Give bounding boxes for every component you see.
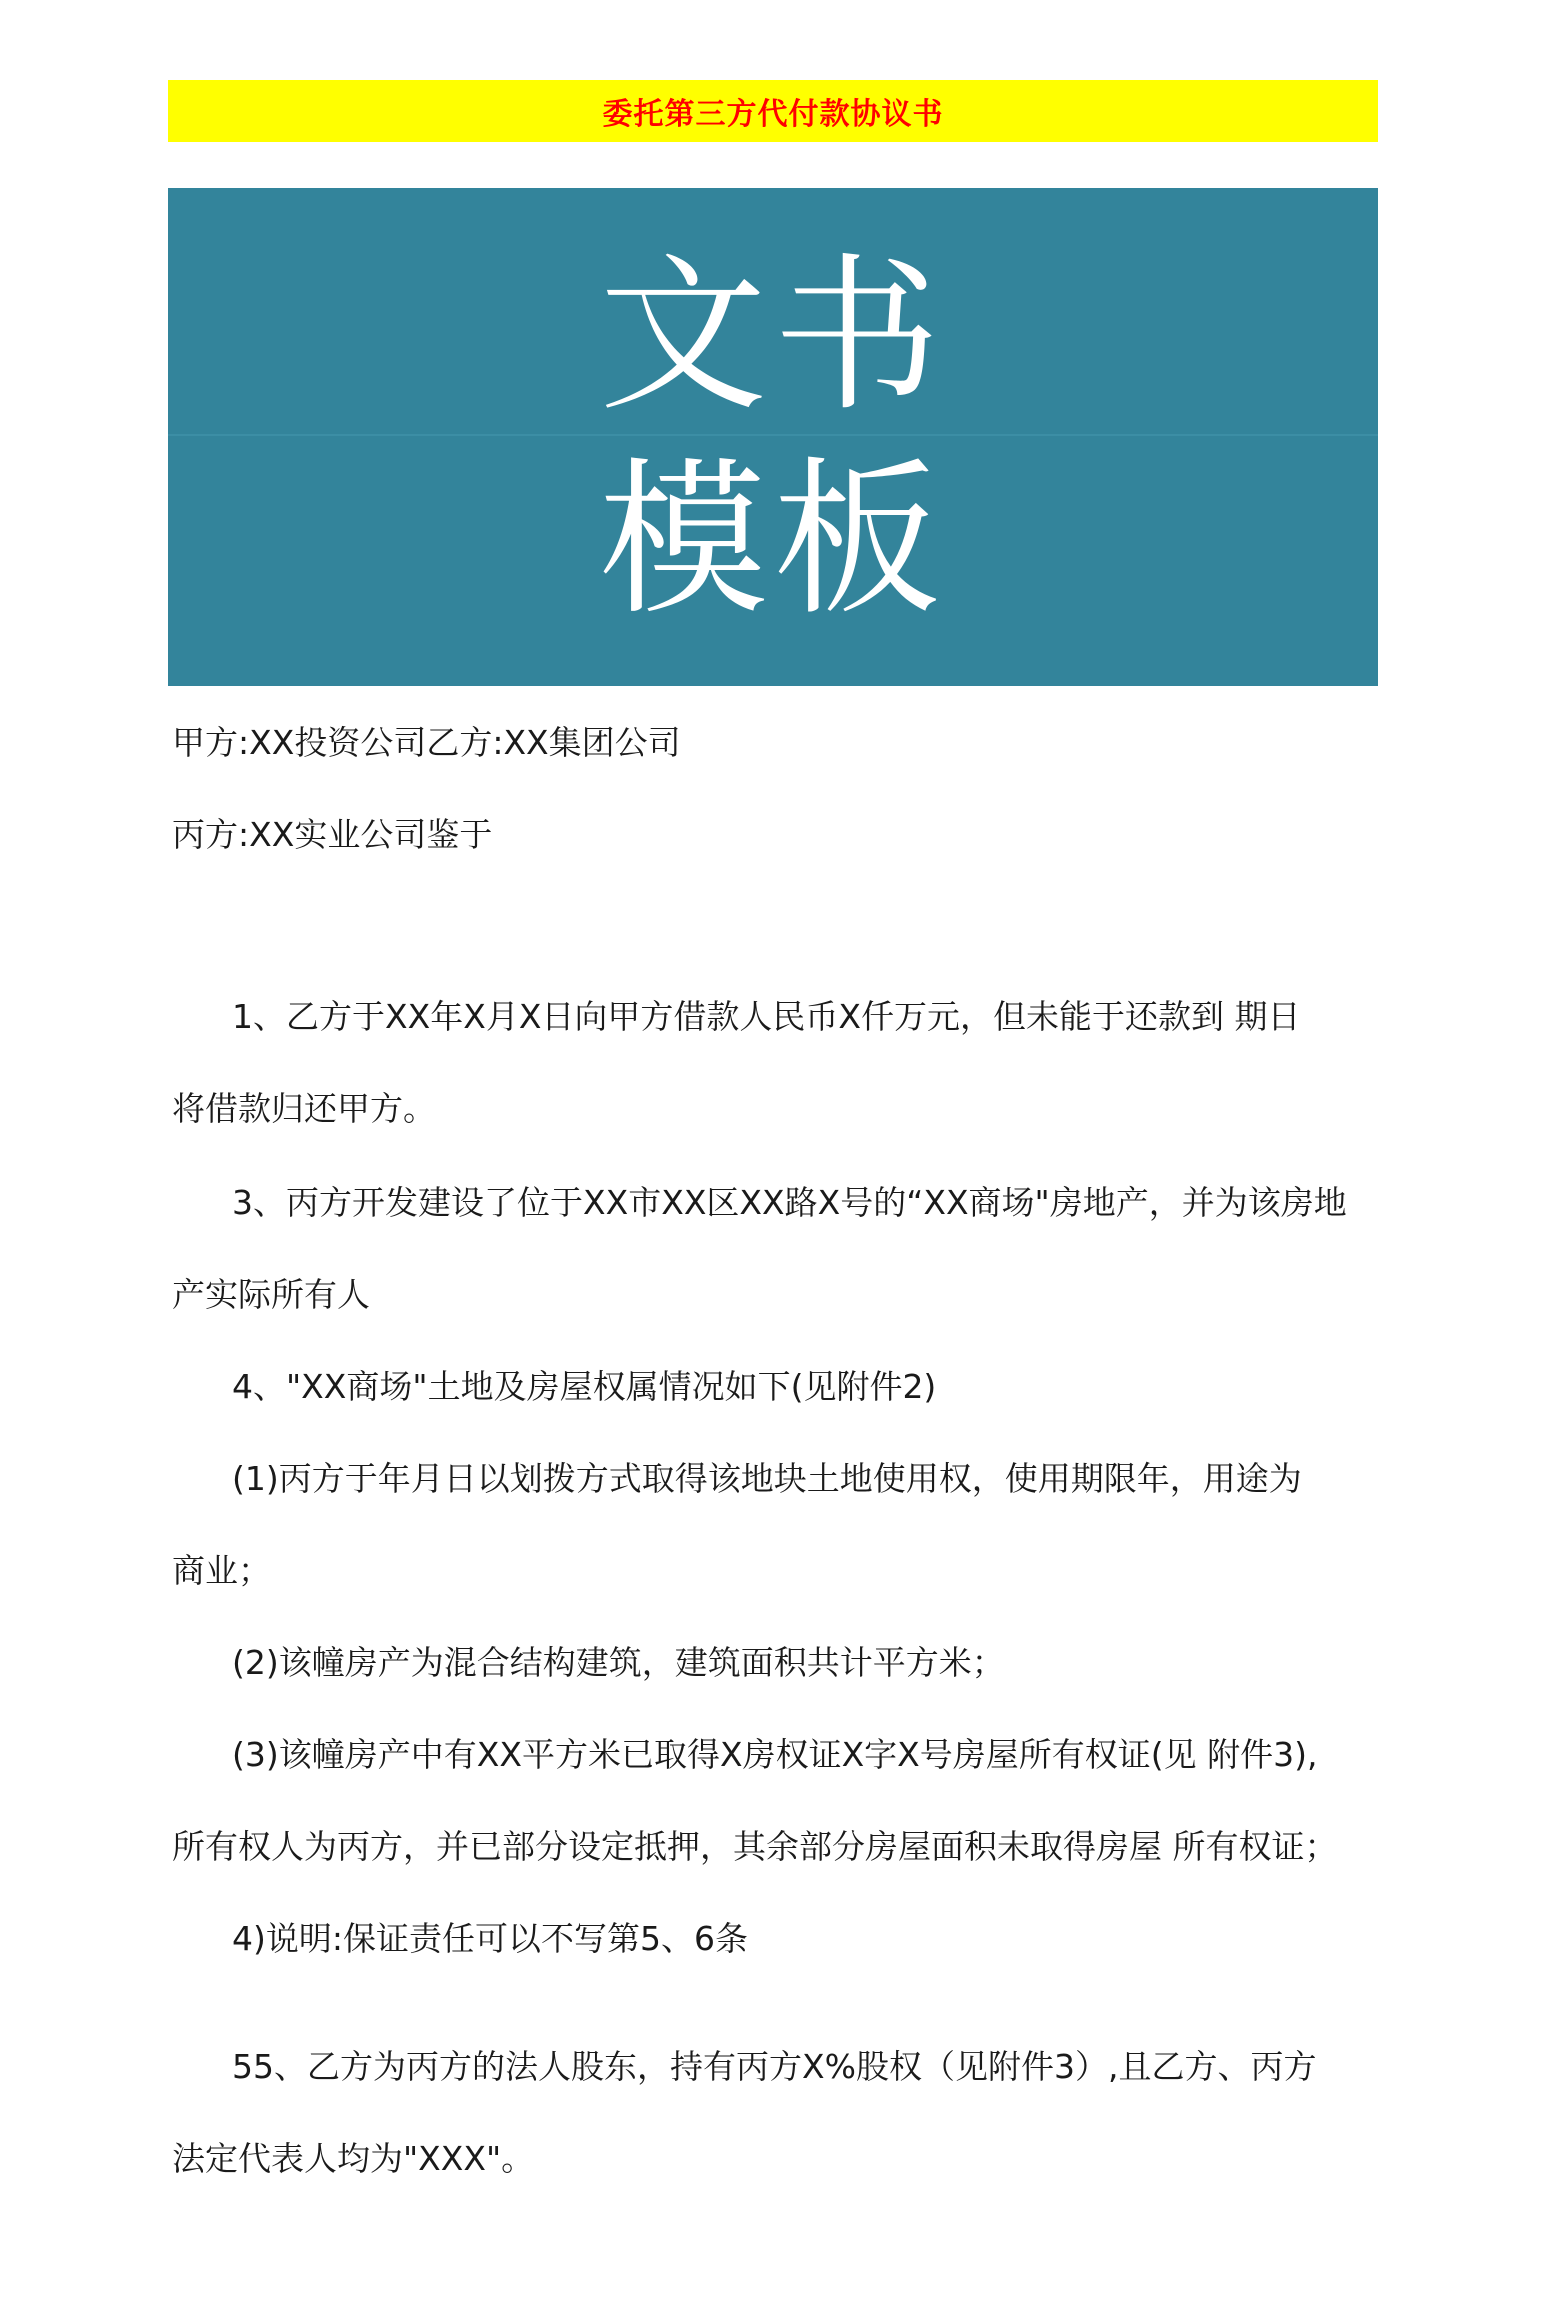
clause-4-4: 4)说明:保证责任可以不写第5、6条 [232,1919,748,1958]
clause-4: 4、"XX商场"土地及房屋权属情况如下(见附件2) [232,1367,937,1406]
clause-3-line-1: 3、丙方开发建设了位于XX市XX区XX路X号的“XX商场"房地产，并为该房地 [232,1183,1347,1222]
template-banner [168,188,1378,686]
clause-4-1-line-1: (1)丙方于年月日以划拨方式取得该地块土地使用权，使用期限年，用途为 [232,1459,1302,1498]
clause-1-line-1: 1、乙方于XX年X月X日向甲方借款人民币X仟万元，但未能于还款到 期日 [232,997,1301,1036]
clause-4-3-line-2: 所有权人为丙方，并已部分设定抵押，其余部分房屋面积未取得房屋 所有权证； [172,1827,1338,1866]
document-title: 委托第三方代付款协议书 [602,97,944,132]
clause-1-line-2: 将借款归还甲方。 [172,1089,436,1128]
clause-5-line-2: 法定代表人均为"XXX"。 [172,2139,535,2178]
banner-line-2: 模板 [599,442,947,638]
clause-3-line-2: 产实际所有人 [172,1275,370,1314]
banner-line-1: 文书 [599,238,947,434]
banner-divider [168,434,1378,436]
clause-4-3-line-1: (3)该幢房产中有XX平方米已取得X房权证X字X号房屋所有权证(见 附件3), [232,1735,1318,1774]
clause-5-line-1: 55、乙方为丙方的法人股东，持有丙方X%股权（见附件3）,且乙方、丙方 [232,2047,1317,2086]
clause-4-2: (2)该幢房产为混合结构建筑，建筑面积共计平方米； [232,1643,1005,1682]
title-bar [168,80,1378,142]
clause-4-1-line-2: 商业； [172,1551,271,1590]
parties-line-2: 丙方:XX实业公司鉴于 [172,815,493,854]
parties-line-1: 甲方:XX投资公司乙方:XX集团公司 [172,723,681,762]
